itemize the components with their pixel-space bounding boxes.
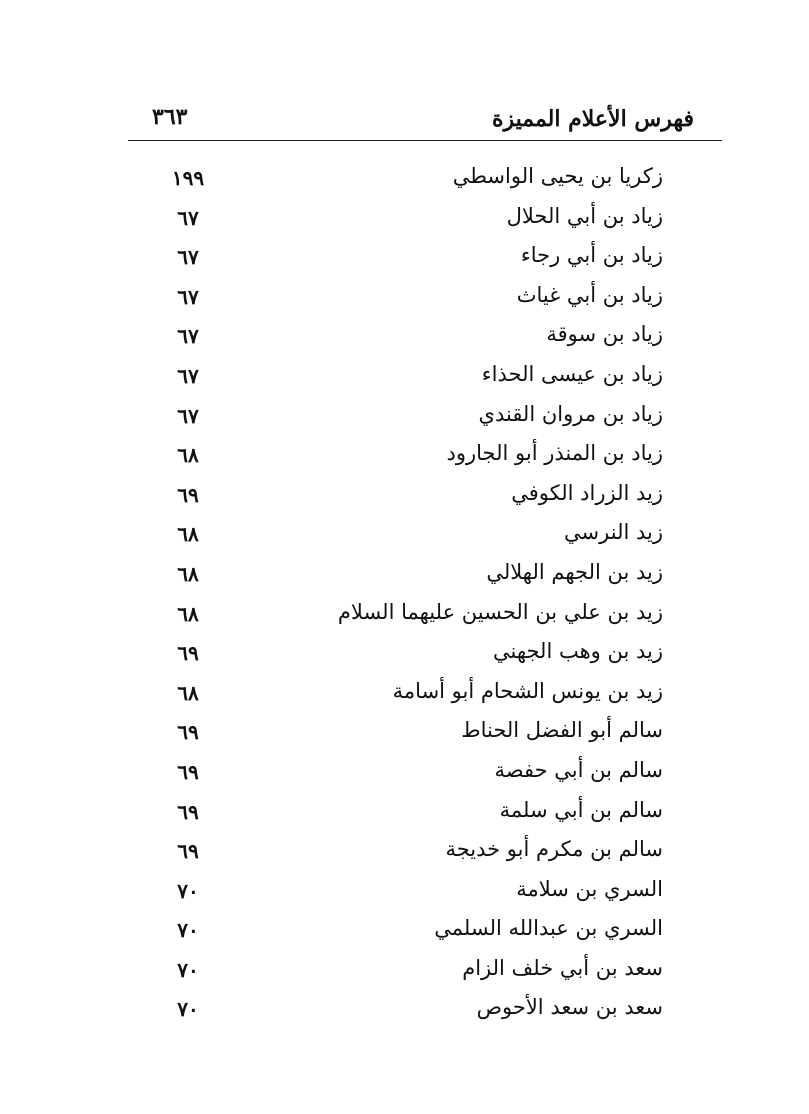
entry-name: زيد بن الجهم الهلالي [486,559,663,584]
entry-name: زيد الزراد الكوفي [511,480,663,505]
index-entry [0,279,809,319]
index-entry [0,239,809,279]
index-entry [0,952,809,992]
entry-name: زياد بن مروان القندي [478,401,663,426]
entry-name: السري بن عبدالله السلمي [434,916,663,941]
entry-name: سالم بن أبي حفصة [494,757,663,782]
entry-page-number: ٦٧ [177,324,199,349]
entry-page-number: ٦٩ [177,759,199,784]
index-entry [0,833,809,873]
entry-name: سعد بن سعد الأحوص [476,995,663,1020]
entry-name: سالم أبو الفضل الحناط [461,718,663,743]
entry-name: سالم بن مكرم أبو خديجة [445,837,663,862]
entry-name: زيد النرسي [564,520,663,545]
page-number: ٣٦٣ [152,104,188,130]
entry-page-number: ٦٧ [177,403,199,428]
entry-name: زيد بن علي بن الحسين عليهما السلام [337,599,663,624]
index-entry [0,754,809,794]
index-entry [0,912,809,952]
entry-name: السري بن سلامة [516,876,663,901]
index-entry [0,516,809,556]
index-entry [0,477,809,517]
entry-name: زياد بن سوقة [546,322,663,347]
index-entry [0,873,809,913]
entry-name: زياد بن المنذر أبو الجارود [446,441,663,466]
entry-page-number: ٧٠ [177,997,199,1022]
index-entry [0,437,809,477]
index-entry [0,200,809,240]
entry-page-number: ٦٨ [177,561,199,586]
entry-name: زيد بن وهب الجهني [492,639,663,664]
entry-page-number: ٦٨ [177,601,199,626]
entry-name: زياد بن عيسى الحذاء [481,361,663,386]
page-header [128,100,722,141]
entry-page-number: ٦٧ [177,284,199,309]
index-entry [0,596,809,636]
entry-page-number: ٦٧ [177,245,199,270]
index-entry [0,398,809,438]
index-entry [0,556,809,596]
entry-page-number: ٦٨ [177,680,199,705]
entry-page-number: ٦٩ [177,720,199,745]
page-title: فهرس الأعلام المميزة [491,106,694,132]
entry-name: سعد بن أبي خلف الزام [462,955,663,980]
entry-page-number: ٦٩ [177,482,199,507]
entry-page-number: ٦٧ [177,363,199,388]
entry-name: زياد بن أبي رجاء [520,243,663,268]
index-entry [0,675,809,715]
index-entry [0,160,809,200]
entry-name: زياد بن أبي غياث [516,282,663,307]
index-list [0,160,809,1031]
entry-page-number: ٧٠ [177,878,199,903]
index-entry [0,318,809,358]
index-entry [0,714,809,754]
entry-page-number: ٦٩ [177,641,199,666]
entry-page-number: ٦٧ [177,205,199,230]
entry-name: زكريا بن يحيى الواسطي [452,164,663,188]
entry-name: سالم بن أبي سلمة [499,797,663,822]
index-entry [0,635,809,675]
entry-page-number: ٦٩ [177,799,199,824]
index-entry [0,991,809,1031]
entry-name: زياد بن أبي الحلال [506,203,663,228]
entry-name: زيد بن يونس الشحام أبو أسامة [392,678,663,703]
entry-page-number: ٧٠ [177,957,199,982]
index-entry [0,358,809,398]
entry-page-number: ٦٨ [177,522,199,547]
entry-page-number: ١٩٩ [171,166,205,190]
entry-page-number: ٧٠ [177,918,199,943]
entry-page-number: ٦٨ [177,443,199,468]
index-entry [0,794,809,834]
entry-page-number: ٦٩ [177,839,199,864]
